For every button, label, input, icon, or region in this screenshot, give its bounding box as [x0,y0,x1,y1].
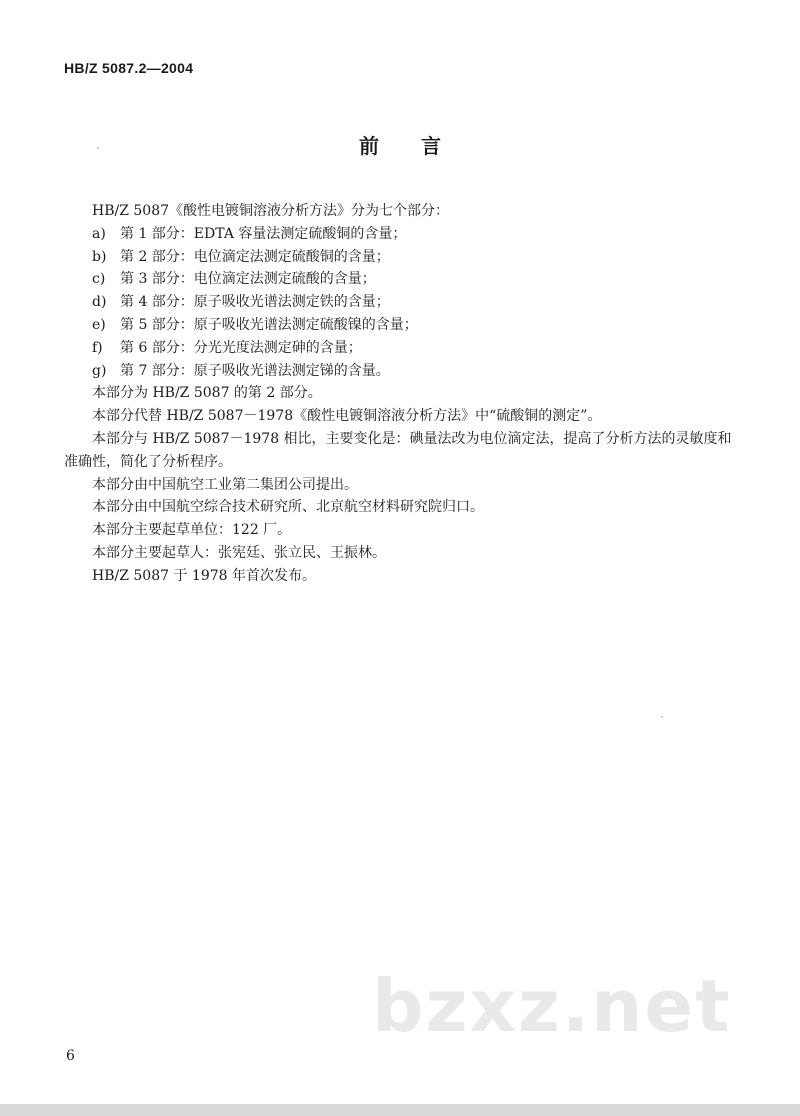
standard-code: HB/Z 5087.2—2004 [64,60,194,76]
list-text: 第 2 部分：电位滴定法测定硫酸铜的含量； [120,248,390,265]
paragraph-part-note: 本部分为 HB/Z 5087 的第 2 部分。 [92,385,322,402]
list-label: d) [92,294,107,311]
paragraph-drafters: 本部分主要起草人：张宪廷、张立民、王振林。 [92,544,386,561]
list-text: 第 5 部分：原子吸收光谱法测定硫酸镍的含量； [120,316,418,333]
page-title [0,130,800,159]
paragraph-proposed-by: 本部分由中国航空工业第二集团公司提出。 [92,476,358,493]
list-text: 第 6 部分：分光光度法测定砷的含量； [120,339,362,356]
list-text: 第 4 部分：原子吸收光谱法测定铁的含量； [120,294,390,311]
paragraph-replaces: 本部分代替 HB/Z 5087－1978《酸性电镀铜溶液分析方法》中“硫酸铜的测定”。 [92,408,602,425]
page-bottom-edge [0,1104,800,1116]
list-label: e) [92,316,106,333]
title-char-1: 前 [359,134,379,158]
paragraph-centralized-by: 本部分由中国航空综合技术研究所、北京航空材料研究院归口。 [92,499,484,516]
scan-speck [97,147,99,149]
list-text: 第 1 部分：EDTA 容量法测定硫酸铜的含量； [120,225,407,242]
watermark: bzxz.net [372,964,732,1048]
list-label: g) [92,362,107,379]
paragraph-first-release: HB/Z 5087 于 1978 年首次发布。 [92,567,316,584]
paragraph-changes: 本部分与 HB/Z 5087－1978 相比，主要变化是：碘量法改为电位滴定法，提高了分析方法的灵敏度和准确性，简化了分析程序。 [64,430,732,470]
list-item [64,246,740,269]
page-number: 6 [66,1048,75,1064]
list-label: b) [92,248,107,265]
list-item [64,291,740,314]
list-text: 第 7 部分：原子吸收光谱法测定锑的含量。 [120,362,390,379]
list-label: f) [92,339,103,356]
list-item [64,360,740,383]
scan-speck [661,716,663,718]
list-text: 第 3 部分：电位滴定法测定硫酸的含量； [120,271,376,288]
paragraph-drafting-unit: 本部分主要起草单位：122 厂。 [92,522,292,539]
title-char-2: 言 [421,134,441,158]
list-item [64,337,740,360]
list-label: c) [92,271,106,288]
foreword-body [64,200,740,588]
intro-paragraph: HB/Z 5087《酸性电镀铜溶液分析方法》分为七个部分： [92,203,450,219]
list-label: a) [92,225,106,242]
list-item [64,223,740,246]
list-item [64,268,740,291]
list-item [64,314,740,337]
